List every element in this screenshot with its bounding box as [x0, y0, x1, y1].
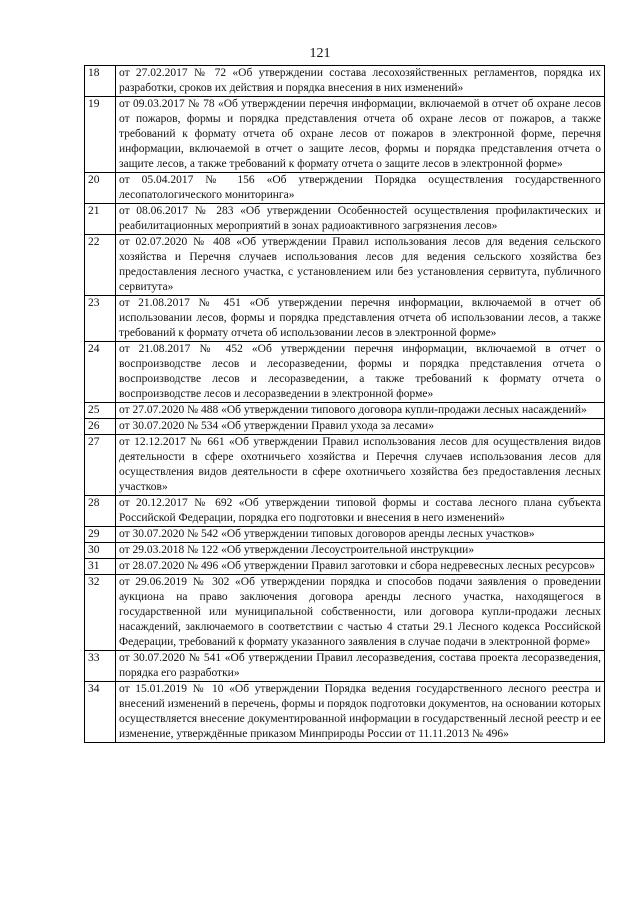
row-number: 28 [85, 496, 116, 527]
row-document-text: от 27.02.2017 № 72 «Об утверждении состава лесохозяйственных регламентов, порядка их разработки, сроков их действия и порядка внесения в них изменений» [116, 66, 605, 97]
regulations-table [84, 65, 605, 743]
table-row [85, 296, 605, 342]
row-document-text: от 28.07.2020 № 496 «Об утверждении Правил заготовки и сбора недревесных лесных ресурсов» [116, 559, 605, 575]
row-number: 31 [85, 559, 116, 575]
row-document-text: от 30.07.2020 № 542 «Об утверждении типовых договоров аренды лесных участков» [116, 527, 605, 543]
row-document-text: от 08.06.2017 № 283 «Об утверждении Особенностей осуществления профилактических и реабилитационных мероприятий в зонах радиоактивного загрязнения лесов» [116, 204, 605, 235]
row-number: 19 [85, 97, 116, 173]
row-document-text: от 29.03.2018 № 122 «Об утверждении Лесоустроительной инструкции» [116, 543, 605, 559]
table-row [85, 682, 605, 743]
row-document-text: от 21.08.2017 № 452 «Об утверждении перечня информации, включаемой в отчет о воспроизводстве лесов и лесоразведении, формы и порядка представления отчета о воспроизводстве лесов и лесоразведении, а также требований к формату отчета о воспроизводстве лесов и лесоразведении в электронной форме» [116, 342, 605, 403]
row-document-text: от 30.07.2020 № 534 «Об утверждении Правил ухода за лесами» [116, 419, 605, 435]
row-number: 29 [85, 527, 116, 543]
table-row [85, 66, 605, 97]
row-number: 32 [85, 575, 116, 651]
table-row [85, 559, 605, 575]
table-row [85, 651, 605, 682]
table-row [85, 527, 605, 543]
row-number: 23 [85, 296, 116, 342]
table-row [85, 575, 605, 651]
table-row [85, 235, 605, 296]
table-row [85, 496, 605, 527]
row-document-text: от 20.12.2017 № 692 «Об утверждении типовой формы и состава лесного плана субъекта Российской Федерации, порядка его подготовки и внесения в него изменений» [116, 496, 605, 527]
row-number: 22 [85, 235, 116, 296]
row-document-text: от 21.08.2017 № 451 «Об утверждении перечня информации, включаемой в отчет об использовании лесов, формы и порядка представления отчета об использовании лесов, а также требований к формату отчета об использовании лесов в электронной форме» [116, 296, 605, 342]
row-number: 18 [85, 66, 116, 97]
row-document-text: от 29.06.2019 № 302 «Об утверждении порядка и способов подачи заявления о проведении аукциона на право заключения договора аренды лесного участка, находящегося в государственной или муниципальной собственности, или договора купли-продажи лесных насаждений, заключаемого в соответствии с частью 4 статьи 29.1 Лесного кодекса Российской Федерации, требований к формату указанного заявления в случае подачи в электронной форме» [116, 575, 605, 651]
row-number: 21 [85, 204, 116, 235]
table-row [85, 204, 605, 235]
row-document-text: от 12.12.2017 № 661 «Об утверждении Правил использования лесов для осуществления видов деятельности в сфере охотничьего хозяйства и Перечня случаев использования лесов для осуществления видов деятельности в сфере охотничьего хозяйства без предоставления лесных участков» [116, 435, 605, 496]
table-row [85, 97, 605, 173]
row-document-text: от 30.07.2020 № 541 «Об утверждении Правил лесоразведения, состава проекта лесоразведения, порядка его разработки» [116, 651, 605, 682]
table-row [85, 403, 605, 419]
row-number: 26 [85, 419, 116, 435]
row-number: 20 [85, 173, 116, 204]
table-row [85, 435, 605, 496]
table-row [85, 342, 605, 403]
table-row [85, 419, 605, 435]
row-number: 24 [85, 342, 116, 403]
row-number: 34 [85, 682, 116, 743]
row-document-text: от 15.01.2019 № 10 «Об утверждении Порядка ведения государственного лесного реестра и внесений изменений в перечень, формы и порядок подготовки документов, на основании которых осуществляется внесение документированной информации в государственный лесной реестр и ее изменение, утверждённые приказом Минприроды России от 11.11.2013 № 496» [116, 682, 605, 743]
row-number: 33 [85, 651, 116, 682]
table-row [85, 543, 605, 559]
row-number: 30 [85, 543, 116, 559]
row-number: 27 [85, 435, 116, 496]
row-number: 25 [85, 403, 116, 419]
page-number: 121 [309, 46, 331, 61]
row-document-text: от 27.07.2020 № 488 «Об утверждении типового договора купли-продажи лесных насаждений» [116, 403, 605, 419]
row-document-text: от 05.04.2017 № 156 «Об утверждении Порядка осуществления государственного лесопатологического мониторинга» [116, 173, 605, 204]
row-document-text: от 02.07.2020 № 408 «Об утверждении Правил использования лесов для ведения сельского хозяйства и Перечня случаев использования лесов для ведения сельского хозяйства без предоставления лесного участка, с установлением или без установления сервитута, публичного сервитута» [116, 235, 605, 296]
table-row [85, 173, 605, 204]
row-document-text: от 09.03.2017 № 78 «Об утверждении перечня информации, включаемой в отчет об охране лесов от пожаров, формы и порядка представления отчета об охране лесов от пожаров, а также требований к формату отчета об охране лесов от пожаров в электронной форме, перечня информации, включаемой в отчет о защите лесов, формы и порядка представления отчета о защите лесов, а также требований к формату отчета о защите лесов в электронной форме» [116, 97, 605, 173]
